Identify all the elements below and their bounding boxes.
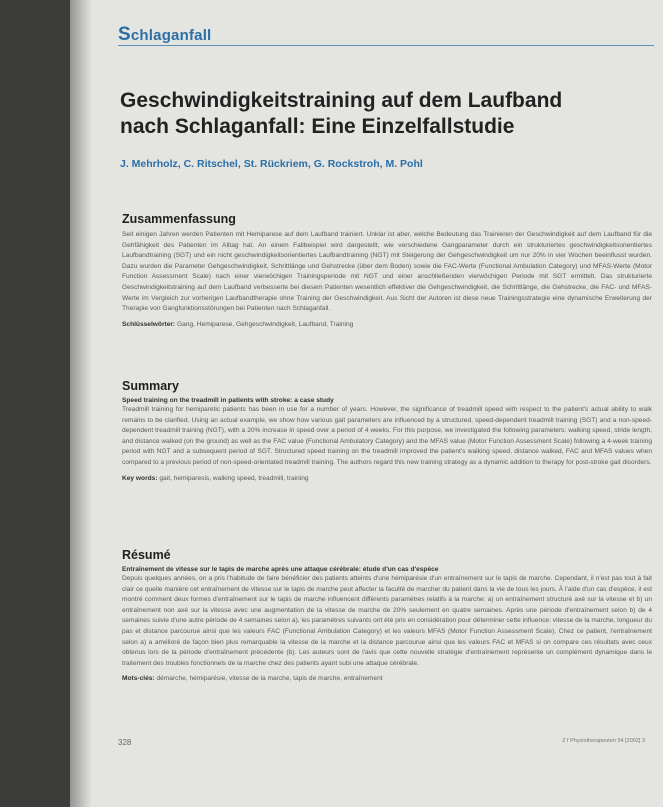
summary-keywords-value: gait, hemiparesis, walking speed, treadmill, training [159,474,309,482]
summary-keywords [122,474,652,484]
resume-section [122,548,652,684]
zusammenfassung-text: Seit einigen Jahren werden Patienten mit Hemiparese auf dem Laufband trainiert. Unklar ist aber, welche Bedeutung das Trainieren der Geschwindigkeit auf dem Laufband für die Gehfähigkeit des Patienten im Alltag hat. An einem Fallbeispiel wird dargestellt, wie verschiedene Gangparameter durch ein strukturiertes geschwindigkeitsorientiertes Laufbandtraining (SGT) und ein nicht geschwindigkeitsorientiertes Laufbandtraining (NGT) mit Steigerung der Gehgeschwindigkeit um nur 20% in vier Wochen beeinflusst wurden. Dazu wurden die Parameter Gehgeschwindigkeit, Schrittlänge und Gehstrecke (über dem Boden) sowie die FAC-Werte (Functional Ambulation Category) und MFAS-Werte (Motor Function Assessment Scale) nach einer vierwöchigen Trainingsperiode mit NGT und einer anschließenden vierwöchigen Periode mit SGT ermittelt. Das strukturierte Geschwindigkeitstraining auf dem Laufband verbesserte bei diesem Patienten wesentlich effektiver die Gehgeschwindigkeit, die Schrittlänge, die Gehstrecke, die FAC- und MFAS-Werte im Vergleich zur vorherigen Laufbandtherapie ohne Training der Geschwindigkeit. Aus Sicht der Autoren ist diese neue Trainingsstrategie eine dynamische Erweiterung der Therapie von Gangfunktionsstörungen bei Patienten nach Schlaganfall. [122,231,652,313]
resume-text: Depuis quelques années, on a pris l'habitude de faire bénéficier des patients atteints d'une hémiparésie d'un entraînement sur le tapis de marche. Cependant, il n'est pas tout à fait clair ce quelle manière cet entraînement de vitesse sur le tapis de marche peut affecter la faculté de marcher du patient dans la vie de tous les jours. À l'aide d'un cas d'espèce, il est montré comment deux formes d'entraînement sur le tapis de marche influencent différents paramètres relatifs à la marche: a) un entraînement structuré axé sur la vitesse et b) un entraînement non axé sur la vitesse avec une augmentation de la vitesse de marche de 20% seulement en quatre semaines. Après une période d'entraînement selon b) de 4 semaines suivie d'une autre période de 4 semaines selon a), les paramètres suivants ont été pris en considération pour déterminer cette influence: vitesse de la marche, longueur du pas et distance parcourue ainsi que les valeurs FAC (Functional Ambulation Category) et les valeurs MFAS (Motor Function Assessment Scale). Chez ce patient, l'entraînement selon a) a amélioré de façon bien plus remarquable la vitesse de la marche et la distance parcourue ainsi que les valeurs FAC et MFAS si on compare ces résultats avec ceux obtenus lors de la période d'entraînement précédente (b). Les auteurs sont de l'avis que cette nouvelle stratégie d'entraînement représente un complément dynamique dans le traitement des troubles fonctionnels de la marche chez des patients ayant subi une attaque cérébrale. [122,575,652,667]
resume-keywords-value: démarche, hémiparésie, vitesse de la marche, tapis de marche, entraînement [156,675,383,683]
page-number: 328 [118,738,132,747]
zusammenfassung-section [122,212,652,330]
zusammenfassung-keywords [122,320,652,330]
resume-keywords-label: Mots-clés: [122,675,155,683]
zusammenfassung-keywords-value: Gang, Hemiparese, Gehgeschwindigkeit, Laufband, Training [176,320,354,328]
article-title-line-1: Geschwindigkeitstraining auf dem Laufband [120,89,563,112]
section-header-rest: chlaganfall [130,27,212,44]
resume-keywords [122,674,652,684]
article-title [120,88,640,140]
resume-heading: Résumé [122,548,171,562]
summary-section [122,379,652,484]
resume-subheading: Entraînement de vitesse sur le tapis de marche après une attaque cérébrale: étude d'un cas d'espèce [122,566,439,573]
summary-heading: Summary [122,379,179,393]
section-header [118,24,211,46]
zusammenfassung-keywords-label: Schlüsselwörter: [122,320,176,328]
section-header-initial: S [118,24,131,45]
summary-text: Treadmill training for hemiparetic patients has been in use for a number of years. However, the significance of treadmill speed with respect to the patient's actual ability to walk remains to be clarified. Using an actual example, we show how various gait parameters are influenced by a structured, speed-dependent treadmill training (SGT) and a non-speed-dependent treadmill training (NGT), with a 20% increase in speed over a period of 4 weeks. For this purpose, we investigated the following parameters: walking speed, stride length, and distance walked (on the ground) as well as the FAC value (Functional Ambulatory Category) and the MFAS value (Motor Function Assessment Scale) following a 4-week training period with NGT and a subsequent period of SGT. Structured speed training on the treadmill improved the patient's walking speed, distance walked, FAC and MFAS values when compared to a previous period of non-speed-orientated treadmill training. The authors regard this new training strategy as a dynamic addition to therapy for post-stroke gait disorders. [122,406,652,466]
zusammenfassung-heading: Zusammenfassung [122,212,236,226]
header-rule [118,45,654,46]
journal-reference: Z f Physiotherapeuten 54 [2002] 3 [562,738,645,744]
summary-subheading: Speed training on the treadmill in patients with stroke: a case study [122,397,334,404]
summary-keywords-label: Key words: [122,474,158,482]
article-authors: J. Mehrholz, C. Ritschel, St. Rückriem, G. Rockstroh, M. Pohl [120,158,423,170]
page-gutter-shadow [70,0,92,807]
journal-page [70,0,663,807]
article-title-line-2: nach Schlaganfall: Eine Einzelfallstudie [120,115,515,138]
